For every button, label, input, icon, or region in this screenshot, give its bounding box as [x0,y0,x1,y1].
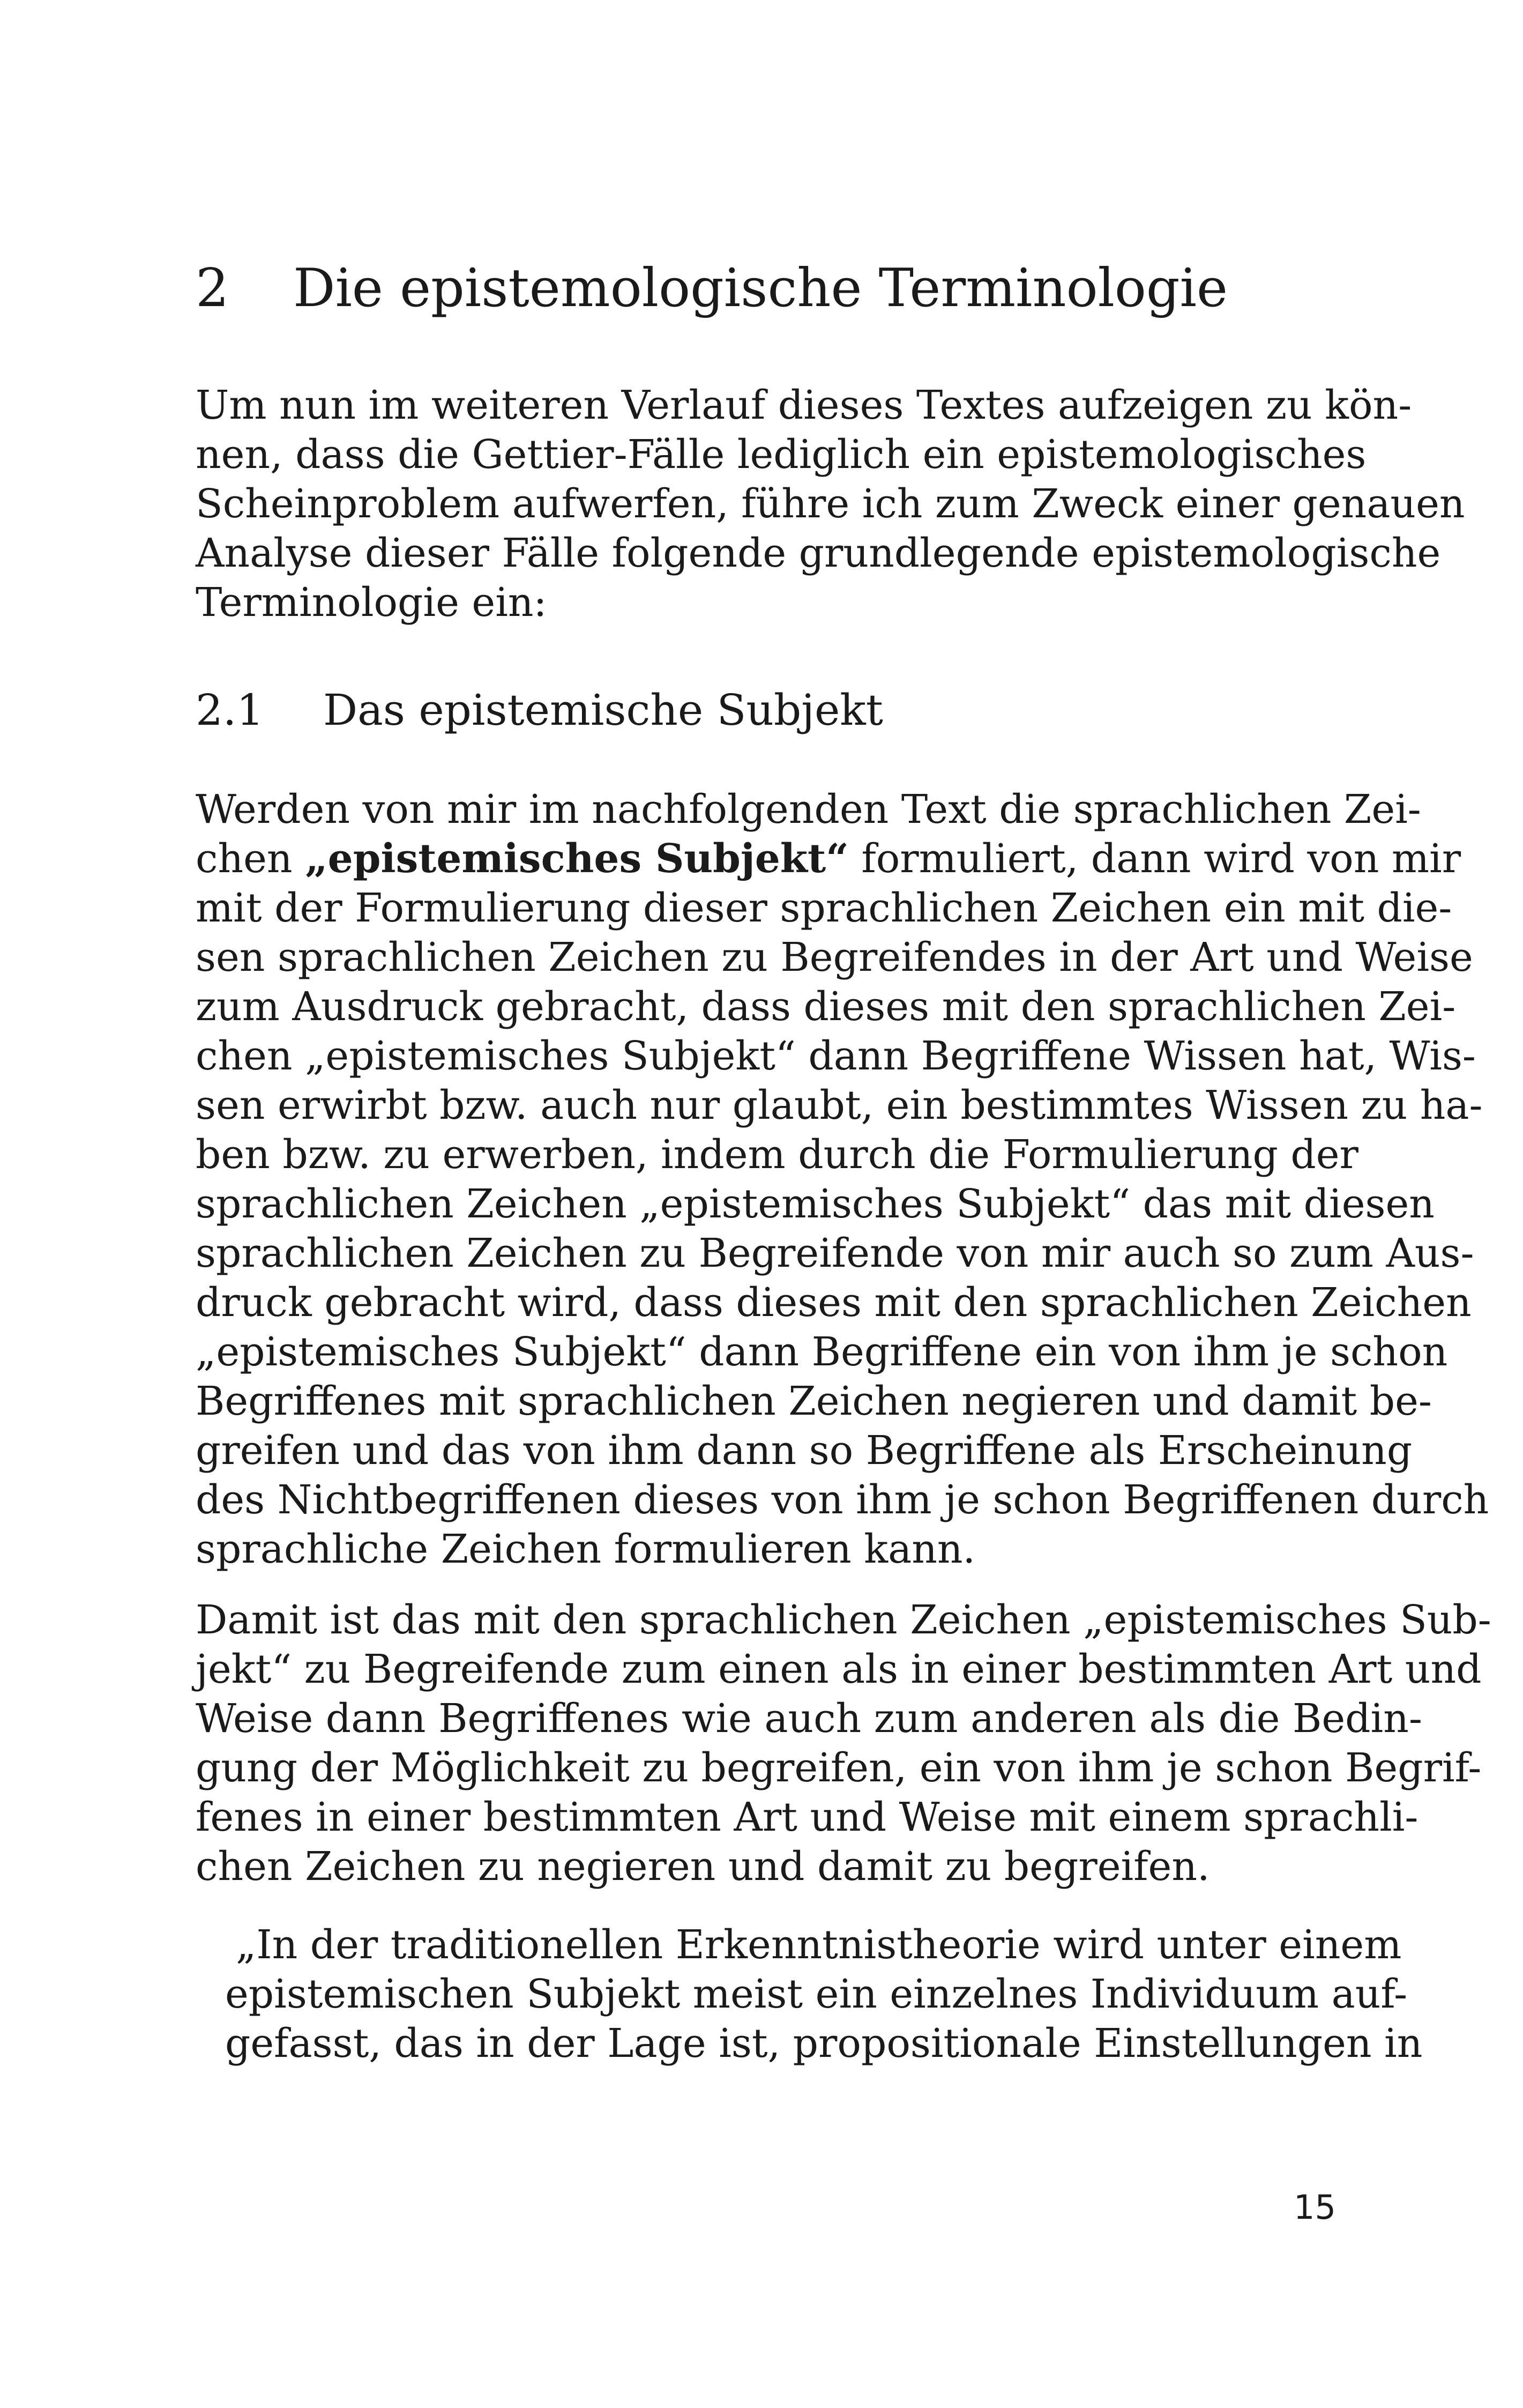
paragraph-line: sen erwirbt bzw. auch nur glaubt, ein bestimmtes Wissen zu ha- [196,1082,1483,1128]
line-text: formuliert, dann wird von mir [848,836,1461,882]
paragraph-line: jekt“ zu Begreifende zum einen als in einer bestimmten Art und [196,1646,1482,1692]
intro-line: Terminologie ein: [196,579,547,626]
paragraph-line-with-term [196,834,1461,883]
paragraph-line: druck gebracht wird, dass dieses mit den sprachlichen Zeichen [196,1280,1472,1326]
paragraph-line: greifen und das von ihm dann so Begriffene als Erscheinung [196,1428,1413,1474]
intro-line: Analyse dieser Fälle folgende grundlegende epistemologische [196,530,1441,576]
paragraph-line: Weise dann Begriffenes wie auch zum anderen als die Bedin- [196,1696,1422,1742]
paragraph-line: sen sprachlichen Zeichen zu Begreifendes in der Art und Weise [196,934,1473,980]
chapter-title: Die epistemologische Terminologie [293,258,1228,319]
section-heading [196,681,1327,740]
paragraph-line: „epistemisches Subjekt“ dann Begriffene ein von ihm je schon [196,1329,1448,1375]
section-number: 2.1 [196,685,264,735]
chapter-heading [196,251,1375,326]
paragraph-line: sprachliche Zeichen formulieren kann. [196,1526,976,1572]
paragraph-line: Begriffenes mit sprachlichen Zeichen negieren und damit be- [196,1378,1432,1424]
paragraph-line: des Nichtbegriffenen dieses von ihm je schon Begriffenen durch [196,1477,1489,1523]
paragraph-line: sprachlichen Zeichen „epistemisches Subjekt“ das mit diesen [196,1181,1435,1227]
paragraph-line: chen Zeichen zu negieren und damit zu begreifen. [196,1844,1210,1890]
intro-line: Um nun im weiteren Verlauf dieses Textes aufzeigen zu kön- [196,382,1412,428]
chapter-number: 2 [196,258,229,319]
section-title: Das epistemische Subjekt [323,685,883,735]
paragraph-line: gung der Möglichkeit zu begreifen, ein von ihm je schon Begrif- [196,1745,1482,1791]
paragraph-line: chen „epistemisches Subjekt“ dann Begriffene Wissen hat, Wis- [196,1033,1476,1079]
paragraph-line: mit der Formulierung dieser sprachlichen Zeichen ein mit die- [196,885,1452,931]
quote-line: „In der traditionellen Erkenntnistheorie wird unter einem [236,1922,1402,1968]
page-number: 15 [1294,2188,1336,2227]
quote-line: gefasst, das in der Lage ist, propositionale Einstellungen in [225,2020,1423,2067]
paragraph-line: zum Ausdruck gebracht, dass dieses mit den sprachlichen Zei- [196,984,1456,1030]
paragraph-line: sprachlichen Zeichen zu Begreifende von mir auch so zum Aus- [196,1230,1474,1276]
paragraph-line: fenes in einer bestimmten Art und Weise mit einem sprachli- [196,1794,1419,1840]
intro-line: Scheinproblem aufwerfen, führe ich zum Zweck einer genauen [196,481,1465,527]
paragraph-line: ben bzw. zu erwerben, indem durch die Formulierung der [196,1132,1358,1178]
line-text: chen [196,836,305,882]
bold-term: „epistemisches Subjekt“ [305,836,849,882]
paragraph-line: Werden von mir im nachfolgenden Text die sprachlichen Zei- [196,786,1421,833]
quote-line: epistemischen Subjekt meist ein einzelnes Individuum auf- [225,1971,1408,2017]
paragraph-line: Damit ist das mit den sprachlichen Zeichen „epistemisches Sub- [196,1597,1491,1643]
intro-line: nen, dass die Gettier-Fälle lediglich ein epistemologisches [196,432,1367,478]
